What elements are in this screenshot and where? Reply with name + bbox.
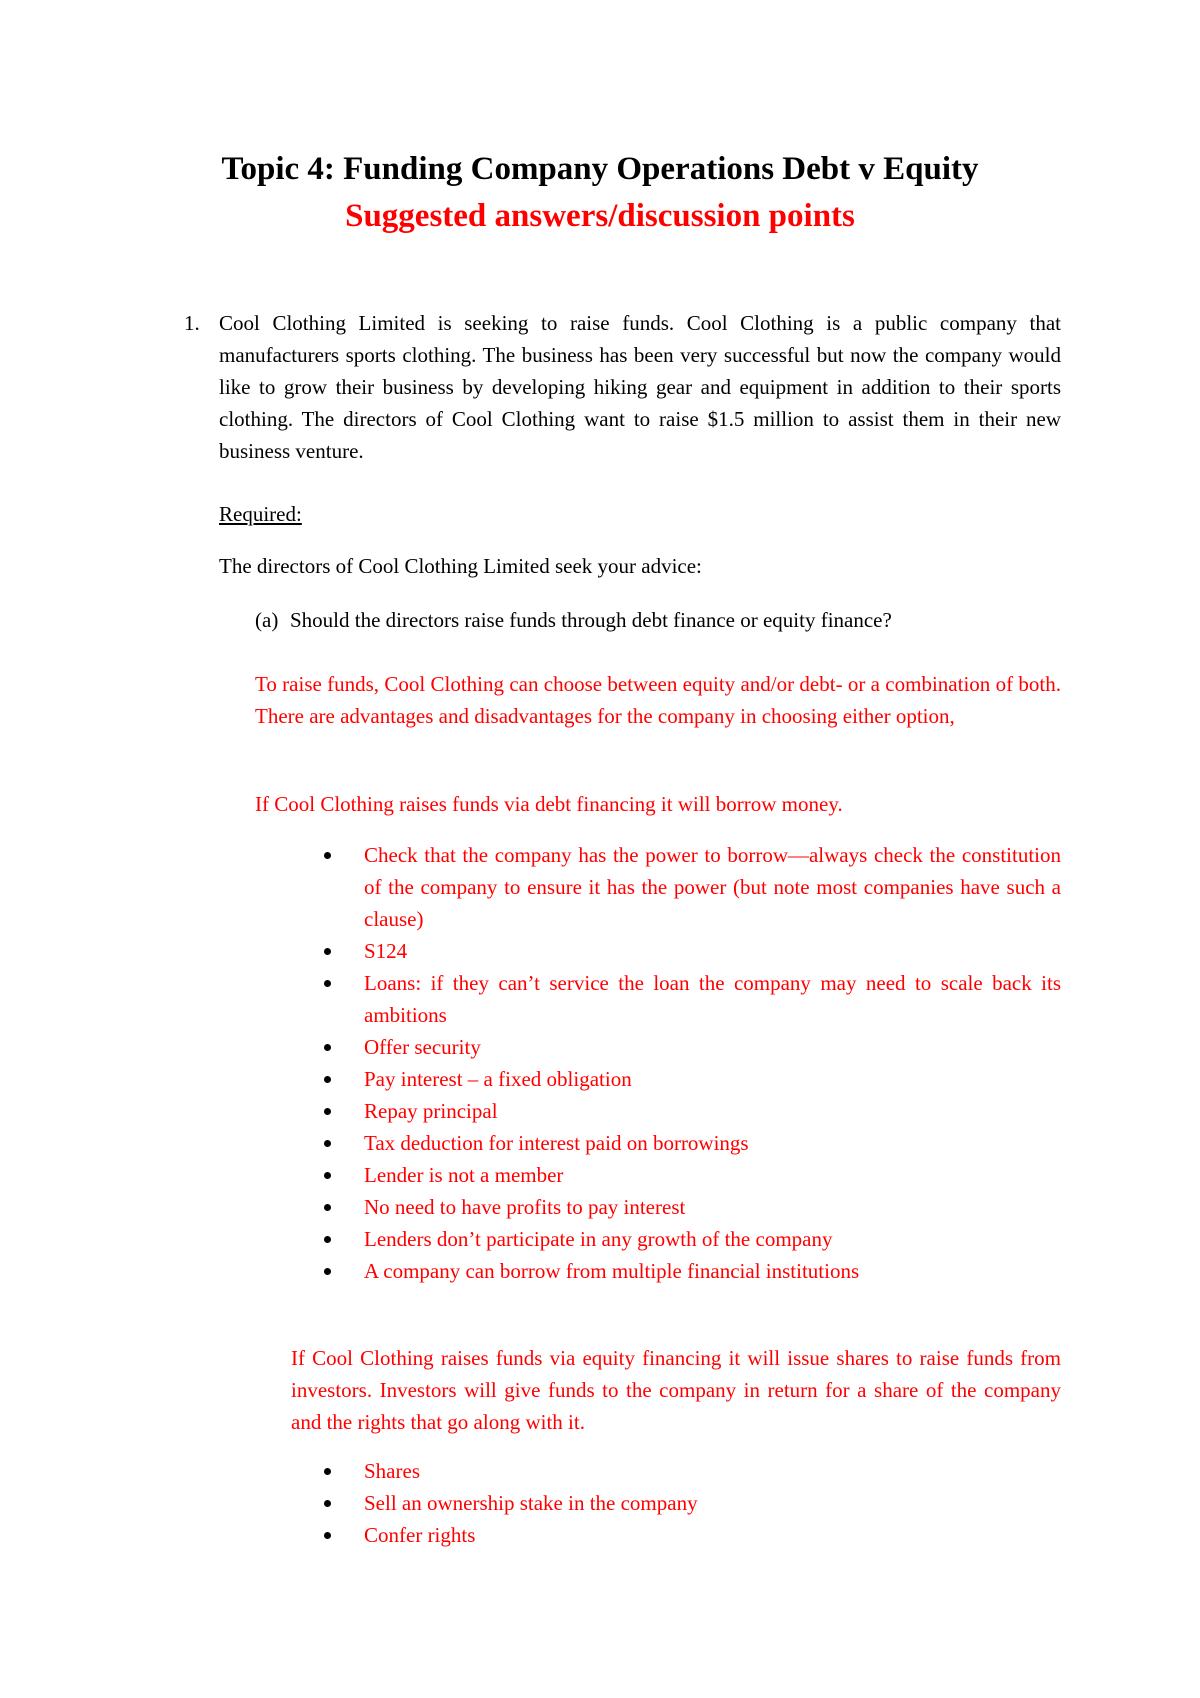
directors-text: The directors of Cool Clothing Limited seek your advice:	[219, 554, 702, 578]
bullet-icon	[324, 1044, 331, 1051]
list-item	[320, 967, 1061, 1031]
list-item-text: Shares	[364, 1459, 420, 1483]
bullet-icon	[324, 1500, 331, 1507]
bullet-icon	[324, 1268, 331, 1275]
list-item	[320, 1095, 1061, 1127]
bullet-icon	[324, 852, 331, 859]
list-item	[320, 1255, 1061, 1287]
equity-points-list	[320, 1455, 1061, 1551]
bullet-icon	[324, 1140, 331, 1147]
list-item-text: Lenders don’t participate in any growth of the company	[364, 1227, 833, 1251]
question-text: Cool Clothing Limited is seeking to raise funds. Cool Clothing is a public company that manufacturers sports clothing. The business has been very successful but now the company would like to grow their business by developing hiking gear and equipment in addition to their sports clothing. The directors of Cool Clothing want to raise $1.5 million to assist them in their new business venture.	[219, 311, 1061, 463]
list-item-text: S124	[364, 939, 408, 963]
question-number: 1.	[184, 311, 200, 335]
list-item-text: Loans: if they can’t service the loan the company may need to scale back its ambitions	[364, 971, 1061, 1027]
equity-intro: If Cool Clothing raises funds via equity financing it will issue shares to raise funds from investors. Investors will give funds to the company in return for a share of the company and the rights that go along with it.	[291, 1346, 1061, 1434]
list-item	[320, 1455, 1061, 1487]
bullet-icon	[324, 1076, 331, 1083]
list-item-text: Tax deduction for interest paid on borrowings	[364, 1131, 749, 1155]
sub-question-label: (a)	[255, 608, 279, 632]
list-item	[320, 1127, 1061, 1159]
list-item	[320, 1063, 1061, 1095]
bullet-icon	[324, 1108, 331, 1115]
sub-question-text: Should the directors raise funds through debt finance or equity finance?	[290, 608, 892, 632]
bullet-icon	[324, 1236, 331, 1243]
list-item	[320, 1487, 1061, 1519]
bullet-icon	[324, 1532, 331, 1539]
list-item-text: Pay interest – a fixed obligation	[364, 1067, 632, 1091]
debt-intro: If Cool Clothing raises funds via debt financing it will borrow money.	[255, 792, 843, 816]
list-item	[320, 839, 1061, 935]
list-item-text: A company can borrow from multiple financial institutions	[364, 1259, 860, 1283]
list-item-text: Offer security	[364, 1035, 481, 1059]
bullet-icon	[324, 948, 331, 955]
list-item-text: Repay principal	[364, 1099, 498, 1123]
bullet-icon	[324, 1468, 331, 1475]
list-item-text: Lender is not a member	[364, 1163, 564, 1187]
bullet-icon	[324, 1172, 331, 1179]
debt-points-list	[320, 839, 1061, 1287]
list-item-text: Check that the company has the power to borrow—always check the constitution of the company to ensure it has the power (but note most companies have such a clause)	[364, 843, 1061, 931]
list-item	[320, 935, 1061, 967]
list-item	[320, 1223, 1061, 1255]
page-title: Topic 4: Funding Company Operations Debt v Equity	[221, 151, 979, 187]
list-item	[320, 1031, 1061, 1063]
list-item-text: No need to have profits to pay interest	[364, 1195, 686, 1219]
list-item	[320, 1159, 1061, 1191]
page-subtitle: Suggested answers/discussion points	[345, 198, 855, 234]
list-item	[320, 1519, 1061, 1551]
bullet-icon	[324, 1204, 331, 1211]
list-item-text: Confer rights	[364, 1523, 476, 1547]
list-item	[320, 1191, 1061, 1223]
required-label: Required:	[219, 502, 302, 526]
bullet-icon	[324, 980, 331, 987]
answer-intro: To raise funds, Cool Clothing can choose between equity and/or debt- or a combination of both. There are advantages and disadvantages for the company in choosing either option,	[255, 672, 1061, 728]
list-item-text: Sell an ownership stake in the company	[364, 1491, 698, 1515]
